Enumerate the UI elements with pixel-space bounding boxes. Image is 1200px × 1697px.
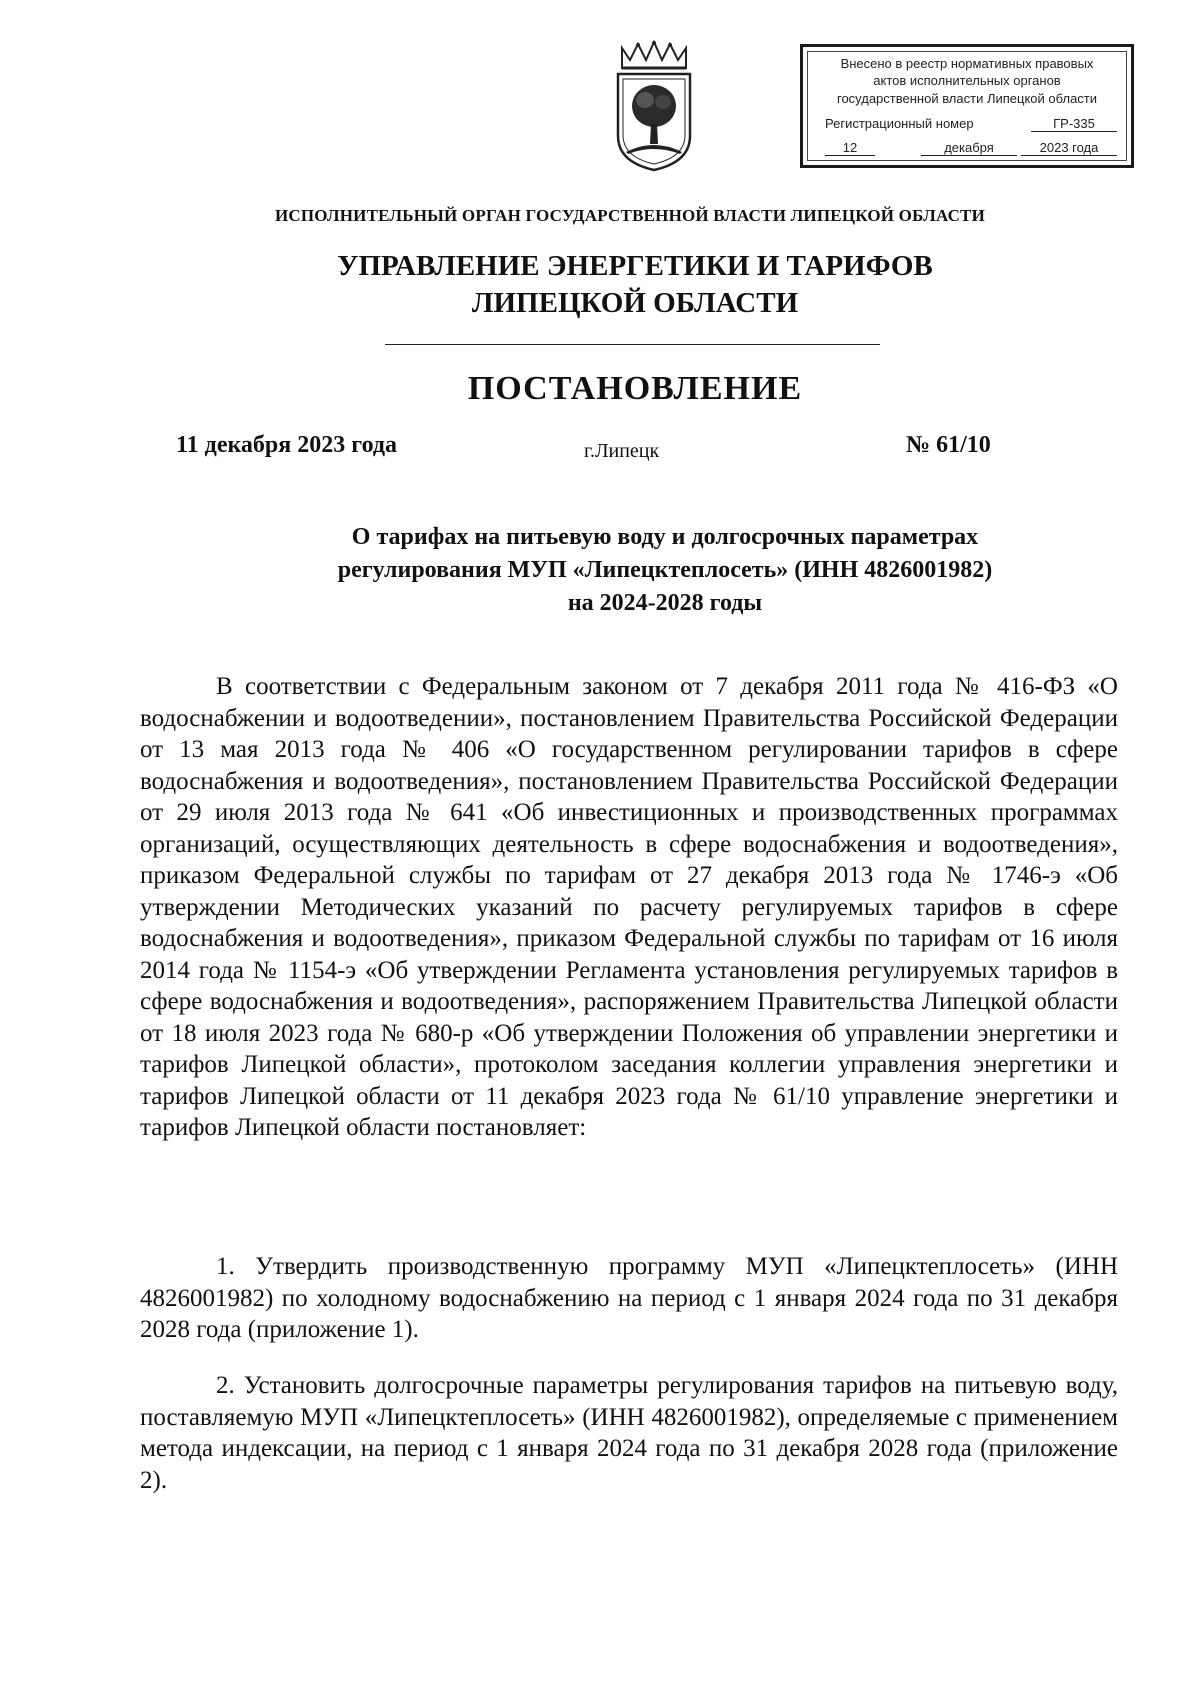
subject-line-2: регулирования МУП «Липецктеплосеть» (ИНН 4826001982) [337,557,993,583]
subject-line-1: О тарифах на питьевую воду и долгосрочных параметрах [351,524,979,550]
document-city: г.Липецк [584,440,660,462]
clause-1-paragraph: 1. Утвердить производственную программу МУП «Липецктеплосеть» (ИНН 4826001982) по холодному водоснабжению на период с 1 января 2024 года по 31 декабря 2028 года (приложение 1). [140,1253,1118,1343]
stamp-registration-row [825,116,1117,134]
stamp-date-row [825,140,1117,158]
subject-line-3: на 2024-2028 годы [567,590,763,616]
stamp-month: декабря [921,140,1017,156]
stamp-year: 2023 года [1021,140,1117,156]
document-number: № 61/10 [906,432,991,458]
stamp-line-1: Внесено в реестр нормативных правовых [840,56,1094,71]
department-title-line-1: УПРАВЛЕНИЕ ЭНЕРГЕТИКИ И ТАРИФОВ [337,250,933,282]
coat-of-arms-icon [614,40,694,172]
header-divider [385,344,880,345]
preamble-paragraph: В соответствии с Федеральным законом от 7 декабря 2011 года № 416-ФЗ «О водоснабжении и водоотведении», постановлением Правительства Российской Федерации от 13 мая 2013 года № 406 «О государственном регулировании тарифов в сфере водоснабжения и водоотведения», постановлением Правительства Российской Федерации от 29 июля 2013 года № 641 «Об инвестиционных и производственных программах организаций, осуществляющих деятельность в сфере водоснабжения и водоотведения», приказом Федеральной службы по тарифам от 27 декабря 2013 года № 1746-э «Об утверждении Методических указаний по расчету регулируемых тарифов в сфере водоснабжения и водоотведения», приказом Федеральной службы по тарифам от 16 июля 2014 года № 1154-э «Об утверждении Регламента установления регулируемых тарифов в сфере водоснабжения и водоотведения», распоряжением Правительства Липецкой области от 18 июля 2023 года № 680-р «Об утверждении Положения об управлении энергетики и тарифов Липецкой области», протоколом заседания коллегии управления энергетики и тарифов Липецкой области от 11 декабря 2023 года № 61/10 управление энергетики и тарифов Липецкой области постановляет: [140,673,1118,1141]
stamp-line-3: государственной власти Липецкой области [836,91,1098,106]
document-date: 11 декабря 2023 года [176,432,398,458]
stamp-line-2: актов исполнительных органов [873,73,1061,88]
organization-header: ИСПОЛНИТЕЛЬНЫЙ ОРГАН ГОСУДАРСТВЕННОЙ ВЛАСТИ ЛИПЕЦКОЙ ОБЛАСТИ [274,206,986,225]
document-type-title: ПОСТАНОВЛЕНИЕ [467,370,803,407]
clause-2-paragraph: 2. Установить долгосрочные параметры регулирования тарифов на питьевую воду, поставляемую МУП «Липецктеплосеть» (ИНН 4826001982), определяемые с применением метода индексации, на период с 1 января 2024 года по 31 декабря 2028 года (приложение 2). [140,1372,1118,1494]
department-title-line-2: ЛИПЕЦКОЙ ОБЛАСТИ [471,287,799,319]
stamp-registration-label: Регистрационный номер [825,116,974,131]
stamp-registration-number: ГР-335 [1031,116,1117,132]
stamp-day: 12 [825,140,875,156]
registry-stamp [800,44,1134,168]
